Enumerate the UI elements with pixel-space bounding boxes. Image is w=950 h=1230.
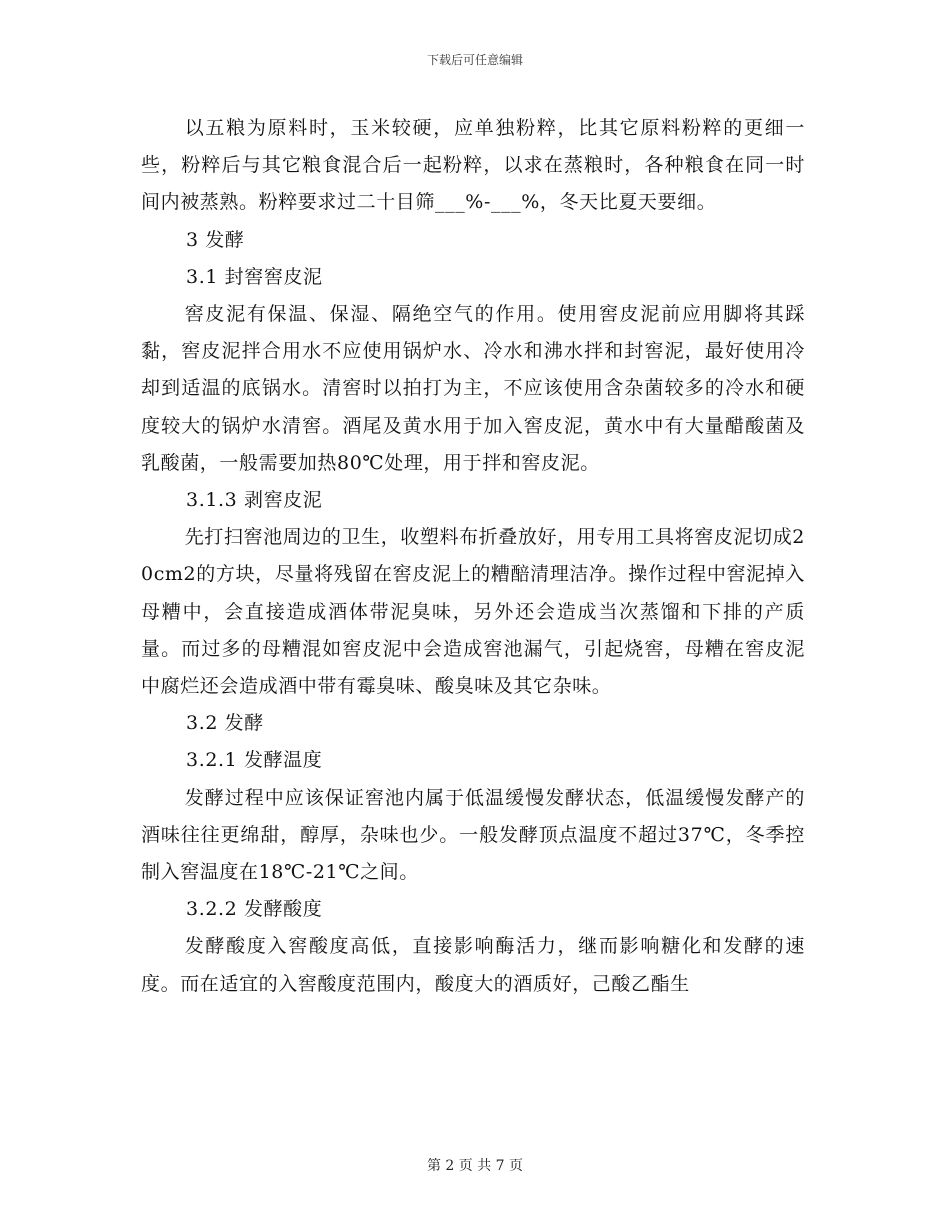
- heading-fermentation-sub: 3.2 发酵: [186, 712, 264, 735]
- page-header: 下载后可任意编辑: [426, 53, 523, 67]
- heading-fermentation-acidity: 3.2.2 发酵酸度: [186, 898, 323, 921]
- paragraph-fermentation-acidity: 发酵酸度入窖酸度高低，直接影响酶活力，继而影响糖化和发酵的速度。而在适宜的入窖酸度范围内，酸度大的酒质好，己酸乙酯生: [141, 935, 805, 995]
- heading-fermentation-temperature: 3.2.1 发酵温度: [186, 749, 323, 772]
- document-body: [141, 110, 805, 1003]
- paragraph-fermentation-temperature: 发酵过程中应该保证窖池内属于低温缓慢发酵状态，低温缓慢发酵产的酒味往往更绵甜，醇厚，杂味也少。一般发酵顶点温度不超过37℃，冬季控制入窖温度在18℃-21℃之间。: [141, 786, 805, 884]
- heading-seal-pit-mud: 3.1 封窖窖皮泥: [186, 265, 323, 288]
- paragraph-grain-crushing: 以五粮为原料时，玉米较硬，应单独粉粹，比其它原料粉粹的更细一些，粉粹后与其它粮食混合后一起粉粹，以求在蒸粮时，各种粮食在同一时间内被蒸熟。粉粹要求过二十目筛___%-___%，冬天比夏天要细。: [141, 117, 805, 214]
- heading-strip-pit-mud: 3.1.3 剥窖皮泥: [186, 489, 323, 512]
- paragraph-pit-mud: 窖皮泥有保温、保湿、隔绝空气的作用。使用窖皮泥前应用脚将其踩黏，窖皮泥拌合用水不应使用锅炉水、冷水和沸水拌和封窖泥，最好使用冷却到适温的底锅水。清窖时以拍打为主，不应该使用含杂菌较多的冷水和硬度较大的锅炉水清窖。酒尾及黄水用于加入窖皮泥，黄水中有大量醋酸菌及乳酸菌，一般需要加热80℃处理，用于拌和窖皮泥。: [141, 303, 805, 474]
- paragraph-strip-pit-mud: 先打扫窖池周边的卫生，收塑料布折叠放好，用专用工具将窖皮泥切成20cm2的方块，尽量将残留在窖皮泥上的糟醅清理洁净。操作过程中窖泥掉入母糟中，会直接造成酒体带泥臭味，另外还会造成当次蒸馏和下排的产质量。而过多的母糟混如窖皮泥中会造成窖池漏气，引起烧窖，母糟在窖皮泥中腐烂还会造成酒中带有霉臭味、酸臭味及其它杂味。: [141, 526, 805, 698]
- page-number: 第 2 页 共 7 页: [426, 1158, 524, 1174]
- heading-fermentation: 3 发酵: [186, 228, 245, 251]
